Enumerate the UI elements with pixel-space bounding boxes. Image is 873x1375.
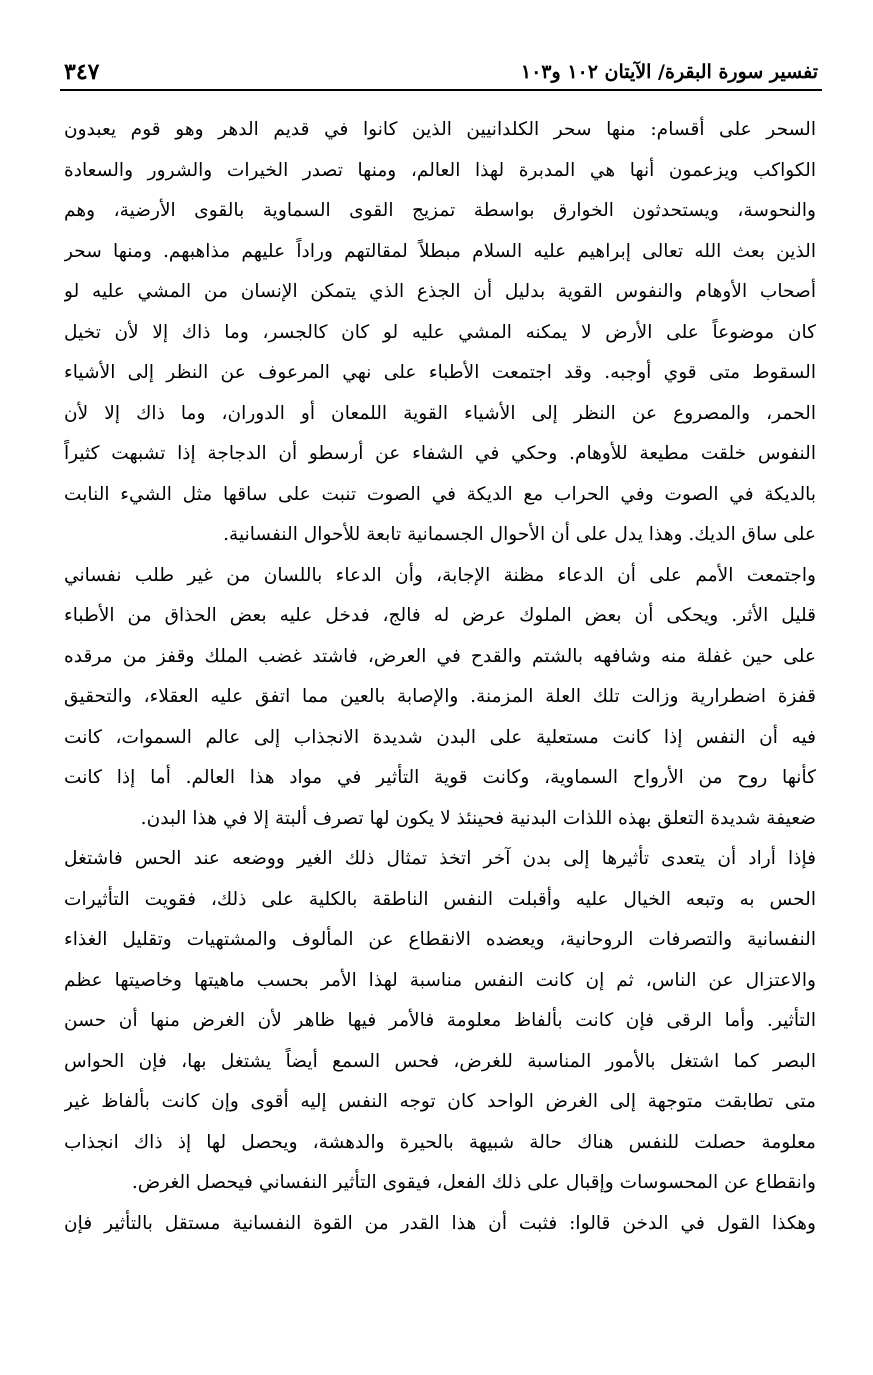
text-line: أصحاب الأوهام والنفوس القوية بدليل أن الجذع الذي يتمكن الإنسان من المشي عليه لو bbox=[64, 281, 816, 302]
text-line: قليل الأثر. ويحكى أن بعض الملوك عرض له فالج، فدخل عليه بعض الحذاق من الأطباء bbox=[64, 605, 816, 626]
text-line: وانقطاع عن المحسوسات وإقبال على ذلك الفعل، فيقوى التأثير النفساني فيحصل الغرض. bbox=[131, 1172, 816, 1193]
text-line: كأنها روح من الأرواح السماوية، وكانت قوية التأثير في مواد هذا العالم. أما إذا كانت bbox=[64, 767, 816, 788]
text-line: بالديكة في الصوت وفي الحراب مع الديكة في الصوت تنبت على ساقها مثل الشيء النابت bbox=[64, 483, 816, 505]
header-rule bbox=[60, 89, 822, 91]
text-line: النفسانية والتصرفات الروحانية، ويعضده الانقطاع عن المألوف والمشتهيات وتقليل الغذاء bbox=[64, 929, 816, 950]
text-line: واجتمعت الأمم على أن الدعاء مظنة الإجابة، وأن الدعاء باللسان من غير طلب نفساني bbox=[64, 564, 816, 586]
text-line: النفوس خلقت مطيعة للأوهام. وحكي في الشفاء عن أرسطو أن الدجاجة إذا تشبهت كثيراً bbox=[64, 443, 816, 464]
text-line: فإذا أراد أن يتعدى تأثيرها إلى بدن آخر اتخذ تمثال ذلك الغير ووضعه عند الحس فاشتغل bbox=[64, 848, 816, 869]
text-line: التأثير. وأما الرقى فإن كانت بألفاظ معلومة فالأمر فيها ظاهر لأن الغرض منها أن حسن bbox=[64, 1010, 816, 1031]
text-line: ضعيفة شديدة التعلق بهذه اللذات البدنية فحينئذ لا يكون لها تصرف ألبتة إلا في هذا البدن. bbox=[140, 807, 816, 829]
text-line: كان موضوعاً على الأرض لا يمكنه المشي عليه لو كان كالجسر، وما ذاك إلا لأن تخيل bbox=[64, 321, 816, 343]
text-line: والاعتزال عن الناس، ثم إن كانت النفس مناسبة لهذا الأمر بحسب ماهيتها وخاصيتها عظم bbox=[64, 969, 816, 991]
body-text bbox=[64, 110, 816, 1244]
text-line: السحر على أقسام: منها سحر الكلدانيين الذين كانوا في قديم الدهر وهو قوم يعبدون bbox=[64, 119, 816, 140]
text-line: الحس به وتبعه الخيال عليه وأقبلت النفس الناطقة بالكلية على ذلك، فقويت التأثيرات bbox=[64, 888, 816, 910]
text-line: والنحوسة، ويستحدثون الخوارق بواسطة تمزيج القوى السماوية بالقوى الأرضية، وهم bbox=[64, 200, 816, 221]
text-line: البصر كما اشتغل بالأمور المناسبة للغرض، فحس السمع أيضاً يشتغل بها، فإن الحواس bbox=[64, 1050, 816, 1072]
text-line: وهكذا القول في الدخن قالوا: فثبت أن هذا القدر من القوة النفسانية مستقل بالتأثير فإن bbox=[64, 1212, 816, 1234]
text-line: الكواكب ويزعمون أنها هي المدبرة لهذا العالم، ومنها تصدر الخيرات والشرور والسعادة bbox=[64, 159, 816, 181]
text-line: متى تطابقت متوجهة إلى الغرض الواحد كان توجه النفس إليه أقوى وإن كانت بألفاظ غير bbox=[64, 1091, 816, 1112]
text-line: السقوط متى قوي أوجبه. وقد اجتمعت الأطباء على نهي المرعوف عن النظر إلى الأشياء bbox=[64, 362, 816, 383]
text-line: على ساق الديك. وهذا يدل على أن الأحوال الجسمانية تابعة للأحوال النفسانية. bbox=[223, 524, 816, 545]
text-line: الحمر، والمصروع عن النظر إلى الأشياء القوية اللمعان أو الدوران، وما ذاك إلا لأن bbox=[64, 402, 816, 424]
text-line: الذين بعث الله تعالى إبراهيم عليه السلام مبطلاً لمقالتهم وراداً عليهم مذاهبهم. ومنها سحر bbox=[64, 240, 816, 262]
running-title: تفسير سورة البقرة/ الآيتان ١٠٢ و١٠٣ bbox=[520, 61, 818, 83]
text-line: على حين غفلة منه وشافهه بالشتم والقدح في العرض، فاشتد غضب الملك وقفز من مرقده bbox=[64, 645, 816, 667]
text-line: معلومة حصلت للنفس هناك حالة شبيهة بالحيرة والدهشة، ويحصل لها إذ ذاك انجذاب bbox=[64, 1131, 816, 1153]
text-line: قفزة اضطرارية وزالت تلك العلة المزمنة. والإصابة بالعين مما اتفق عليه العقلاء، والتحقيق bbox=[64, 686, 816, 707]
page-number: ٣٤٧ bbox=[64, 59, 100, 85]
page-header bbox=[64, 52, 818, 92]
text-line: فيه أن النفس إذا كانت مستعلية على البدن شديدة الانجذاب إلى عالم السموات، كانت bbox=[64, 726, 816, 748]
